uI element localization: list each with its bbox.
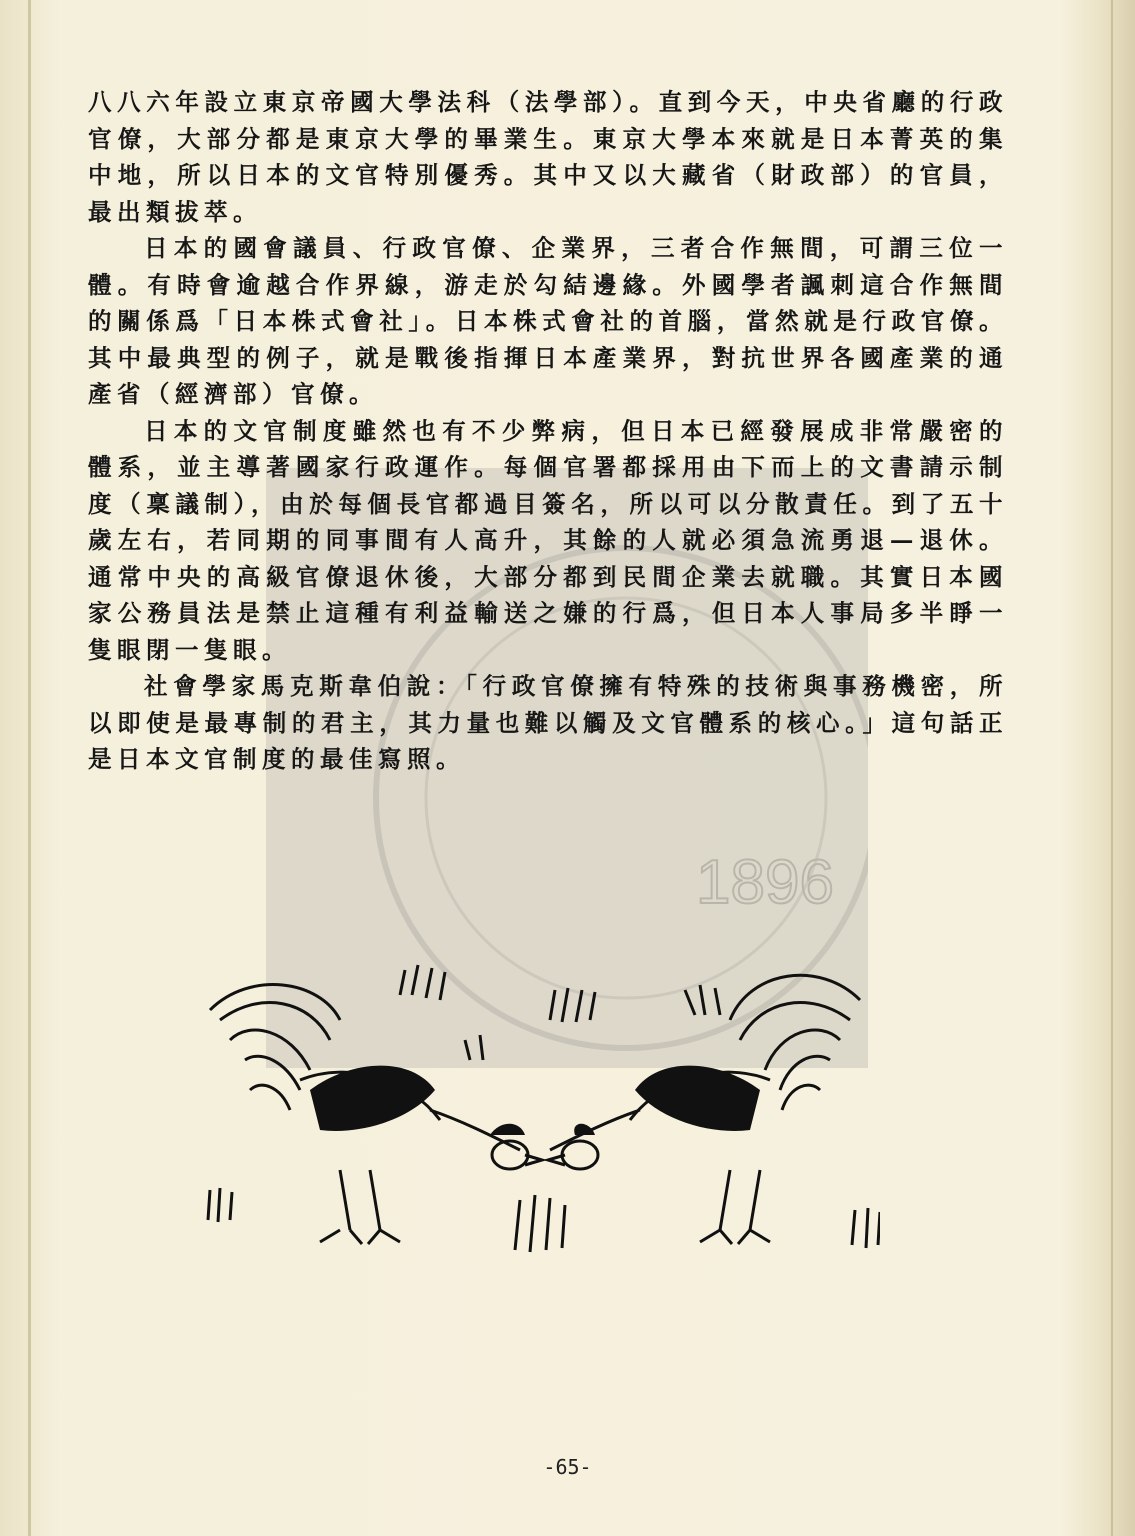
fighting-roosters-illustration bbox=[190, 960, 880, 1270]
right-rooster-wing bbox=[635, 1066, 760, 1131]
paragraph-1: 八八六年設立東京帝國大學法科（法學部）。直到今天，中央省廳的行政官僚，大部分都是東京大學的畢業生。東京大學本來就是日本菁英的集中地，所以日本的文官特別優秀。其中又以大藏省（財政部）的官員，最出類拔萃。 bbox=[88, 88, 1008, 226]
right-rooster-comb bbox=[574, 1124, 595, 1135]
left-rooster-wing bbox=[310, 1066, 435, 1131]
page-number: -65- bbox=[543, 1455, 592, 1479]
grass-strokes-icon bbox=[208, 965, 880, 1252]
paragraph-2: 日本的國會議員、行政官僚、企業界，三者合作無間，可謂三位一體。有時會逾越合作界線，游走於勾結邊緣。外國學者諷刺這合作無間的關係爲「日本株式會社」。日本株式會社的首腦，當然就是行政官僚。其中最典型的例子，就是戰後指揮日本產業界，對抗世界各國產業的通產省（經濟部）官僚。 bbox=[88, 234, 1008, 408]
watermark-year: 1896 bbox=[696, 848, 834, 917]
left-rooster-comb bbox=[490, 1124, 525, 1135]
binding-edge-right bbox=[1111, 0, 1113, 1536]
paragraph-4: 社會學家馬克斯韋伯說：「行政官僚擁有特殊的技術與事務機密，所以即使是最專制的君主，其力量也難以觸及文官體系的核心。」這句話正是日本文官制度的最佳寫照。 bbox=[88, 672, 1008, 773]
paragraph-3: 日本的文官制度雖然也有不少弊病，但日本已經發展成非常嚴密的體系，並主導著國家行政運作。每個官署都採用由下而上的文書請示制度（稟議制），由於每個長官都過目簽名，所以可以分散責任。到了五十歲左右，若同期的同事間有人高升，其餘的人就必須急流勇退—退休。通常中央的高級官僚退休後，大部分都到民間企業去就職。其實日本國家公務員法是禁止這種有利益輸送之嫌的行爲，但日本人事局多半睜一隻眼閉一隻眼。 bbox=[88, 416, 1008, 664]
binding-edge-left bbox=[28, 0, 31, 1536]
article-body bbox=[88, 84, 1008, 778]
